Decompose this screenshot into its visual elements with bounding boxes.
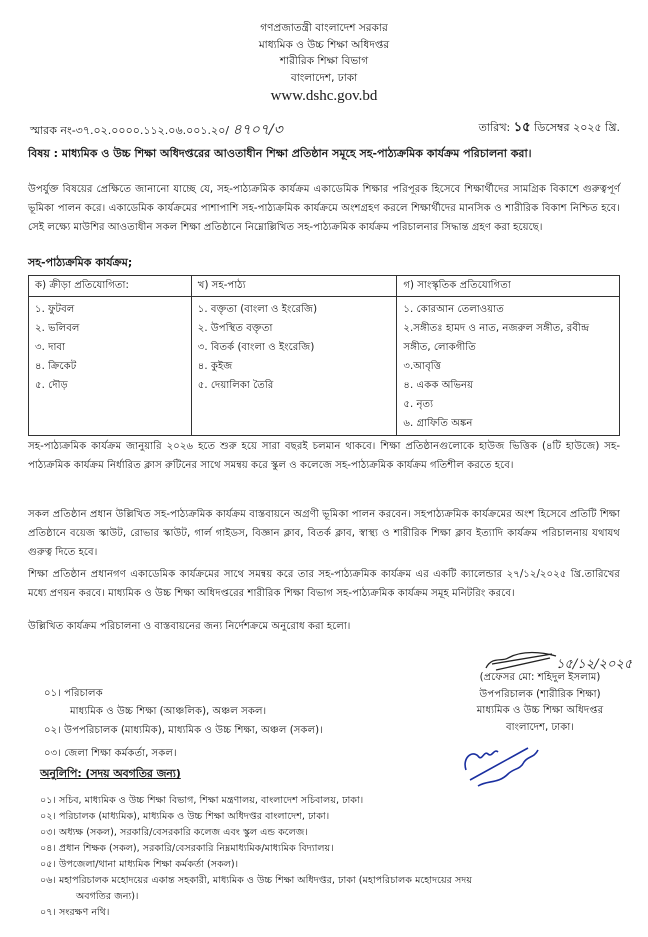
- distribution-item: [44, 746, 177, 762]
- list-item: ১. ফুটবল: [35, 304, 75, 315]
- signatory-designation: উপপরিচালক (শারীরিক শিক্ষা): [479, 688, 601, 700]
- memo-number: [30, 118, 283, 142]
- sports-list: [29, 297, 192, 436]
- list-item: ৬. গ্রাফিতি অঙ্কন: [403, 418, 473, 429]
- programs-table: [28, 275, 620, 436]
- copy-to-title: অনুলিপি: (সদয় অবগতির জন্য): [40, 767, 181, 780]
- item-text: পরিচালক: [64, 688, 103, 699]
- list-item: ১. কোরআন তেলাওয়াত: [403, 304, 504, 315]
- department-name: শারীরিক শিক্ষা বিভাগ: [279, 55, 369, 67]
- item-number: ০২।: [44, 725, 61, 736]
- calendar-paragraph: শিক্ষা প্রতিষ্ঠান প্রধানগণ একাডেমিক কার্যক্রমের সাথে সমন্বয় করে তার সহ-পাঠ্যক্রমিক কার্যক্রম এর একটি ক্যালেন্ডার ২৭/১২/২০২৫ খ্রি.তারিখের মধ্যে প্রণয়ন করবে। মাধ্যমিক ও উচ্চ শিক্ষা অধিদপ্তরের শারীরিক শিক্ষা বিভাগ সহ-পাঠ্যক্রমিক কার্যক্রম সমূহ মনিটরিং করবে।: [28, 569, 620, 599]
- table-header-row: [29, 276, 620, 297]
- copy-item: ০৫। উপজেলা/থানা মাধ্যমিক শিক্ষা কর্মকর্তা (সকল)।: [40, 859, 239, 870]
- list-item: ৩. বিতর্ক (বাংলা ও ইংরেজি): [197, 342, 315, 353]
- signatory-name: (প্রফেসর মো: শহিদুল ইসলাম): [479, 672, 601, 683]
- signatory-location: বাংলাদেশ, ঢাকা।: [506, 721, 574, 733]
- copy-item: ০৩। অধ্যক্ষ (সকল), সরকারি/বেসরকারি কলেজ এবং স্কুল এন্ড কলেজ।: [40, 827, 308, 838]
- item-number: ০১।: [44, 688, 61, 699]
- list-item: ৩.আবৃত্তি: [403, 361, 441, 372]
- memo-date: [479, 118, 620, 139]
- copy-item: ০১। সচিব, মাধ্যমিক ও উচ্চ শিক্ষা বিভাগ, শিক্ষা মন্ত্রণালয়, বাংলাদেশ সচিবালয়, ঢাকা।: [40, 795, 364, 806]
- memo-number-label: স্মারক নং-৩৭.০২.০০০০.১১২.০৬.০০১.২০/: [30, 124, 230, 137]
- directorate-name: মাধ্যমিক ও উচ্চ শিক্ষা অধিদপ্তর: [258, 38, 390, 51]
- letterhead: [0, 20, 648, 105]
- list-item: ১. বক্তৃতা (বাংলা ও ইংরেজি): [197, 304, 318, 315]
- copy-item-continuation: অবগতির জন্য)।: [76, 891, 139, 902]
- column-header-cultural: গ) সাংস্কৃতিক প্রতিযোগিতা: [397, 276, 620, 297]
- date-label: তারিখ:: [478, 121, 511, 134]
- blue-initial-signature: [458, 740, 558, 790]
- co-curricular-list: [191, 297, 397, 436]
- distribution-item: [44, 723, 323, 739]
- subject-line: বিষয় : মাধ্যমিক ও উচ্চ শিক্ষা অধিদপ্তরের আওতাধীন শিক্ষা প্রতিষ্ঠান সমূহে সহ-পাঠ্যক্রমিক কার্যক্রম পরিচালনা করা।: [28, 147, 532, 160]
- list-item: ৫. নৃত্য: [403, 399, 434, 410]
- heads-paragraph: সকল প্রতিষ্ঠান প্রধান উল্লিখিত সহ-পাঠ্যক্রমিক কার্যক্রম বাস্তবায়নে অগ্রণী ভূমিকা পালন করবেন। সহপাঠ্যক্রমিক কার্যক্রমের অংশ হিসেবে প্রতিটি শিক্ষা প্রতিষ্ঠানে বয়েজ স্কাউট, রোভার স্কাউট, গার্ল গাইডস, বিজ্ঞান ক্লাব, বিতর্ক ক্লাব, স্বাস্থ্য ও শারীরিক শিক্ষা ক্লাব ইত্যাদি কার্যক্রম পরিচালনায় যথাযথ গুরুত্ব দিতে হবে।: [28, 509, 620, 558]
- government-name: গণপ্রজাতন্ত্রী বাংলাদেশ সরকার: [260, 22, 388, 34]
- copy-item: ০২। পরিচালক (মাধ্যমিক), মাধ্যমিক ও উচ্চ শিক্ষা অধিদপ্তর বাংলাদেশ, ঢাকা।: [40, 811, 330, 822]
- list-item: ৪. একক অভিনয়: [403, 380, 474, 391]
- list-item: ৫. দৌড়: [35, 380, 68, 391]
- memo-row: [30, 116, 620, 138]
- website-link[interactable]: www.dshc.gov.bd: [270, 88, 378, 104]
- list-item: ৪. কুইজ: [197, 361, 233, 372]
- list-item: ২. ভলিবল: [35, 323, 80, 334]
- signature-stroke: [486, 653, 556, 671]
- schedule-paragraph: সহ-পাঠ্যক্রমিক কার্যক্রম জানুয়ারি ২০২৬ হতে শুরু হয়ে সারা বছরই চলমান থাকবে। শিক্ষা প্রতিষ্ঠানগুলোকে হাউজ ভিত্তিক (৪টি হাউজে) সহ-পাঠ্যক্রমিক কার্যক্রম নির্ধারিত ক্লাস রুটিনের সাথে সমন্বয় করে স্কুল ও কলেজে সহ-পাঠ্যক্রমিক কার্যক্রম গতিশীল করতে হবে।: [28, 441, 620, 471]
- column-header-sports: ক) ক্রীড়া প্রতিযোগিতা:: [29, 276, 192, 297]
- list-item: ৪. ক্রিকেট: [35, 361, 77, 372]
- item-text: উপপরিচালক (মাধ্যমিক), মাধ্যমিক ও উচ্চ শিক্ষা, অঞ্চল (সকল)।: [64, 725, 323, 736]
- list-item: ২.সঙ্গীতঃ হামদ ও নাত, নজরুল সঙ্গীত, রবীন্দ্র সঙ্গীত, লোকগীতি: [403, 323, 590, 353]
- date-day: ১৫: [513, 120, 531, 135]
- copy-item: ০৪। প্রধান শিক্ষক (সকল), সরকারি/বেসরকারি নিম্নমাধ্যমিক/মাধ্যমিক বিদ্যালয়।: [40, 843, 334, 854]
- signatory-office: মাধ্যমিক ও উচ্চ শিক্ষা অধিদপ্তর: [476, 705, 604, 716]
- initial-stroke: [465, 748, 538, 786]
- distribution-item: [44, 686, 103, 702]
- list-item: ৫. দেয়ালিকা তৈরি: [197, 380, 274, 391]
- list-item: ২. উপস্থিত বক্তৃতা: [197, 323, 273, 334]
- distribution-item-continuation: মাধ্যমিক ও উচ্চ শিক্ষা (আঞ্চলিক), অঞ্চল সকল।: [70, 706, 267, 717]
- column-header-co-curricular: খ) সহ-পাঠ্য: [191, 276, 397, 297]
- copy-item: ০৭। সংরক্ষণ নথি।: [40, 907, 110, 918]
- cultural-list: [397, 297, 620, 436]
- signature-date: ১৫/১২/২০২৫: [556, 657, 632, 672]
- item-text: জেলা শিক্ষা কর্মকর্তা, সকল।: [64, 748, 177, 759]
- copy-item: ০৬। মহাপরিচালক মহোদয়ের একান্ত সহকারী, মাধ্যমিক ও উচ্চ শিক্ষা অধিদপ্তর, ঢাকা (মহাপরিচালক মহোদয়ের সদয়: [40, 875, 472, 886]
- table-row: [29, 297, 620, 436]
- section-title: সহ-পাঠ্যক্রমিক কার্যক্রম;: [28, 256, 133, 269]
- intro-paragraph: উপর্যুক্ত বিষয়ের প্রেক্ষিতে জানানো যাচ্ছে যে, সহ-পাঠ্যক্রমিক কার্যক্রম একাডেমিক শিক্ষার পরিপূরক হিসেবে শিক্ষার্থীদের সামগ্রিক বিকাশে গুরুত্বপূর্ণ ভূমিকা পালন করে। একাডেমিক কার্যক্রমের পাশাপাশি সহ-পাঠ্যক্রমিক কার্যক্রমে অংশগ্রহণ করলে শিক্ষার্থীদের মানসিক ও শারীরিক বিকাশ নিশ্চিত হবে। সেই লক্ষ্যে মাউশির আওতাধীন সকল শিক্ষা প্রতিষ্ঠানে নিম্নোল্লিখিত সহ-পাঠ্যক্রমিক কার্যক্রম পরিচালনার সিদ্ধান্ত গ্রহণ করা হয়েছে।: [28, 184, 620, 233]
- memo-number-handwritten: ৪৭০৭/৩: [232, 122, 283, 138]
- copy-to-list: [40, 793, 620, 921]
- address: বাংলাদেশ, ঢাকা: [290, 71, 358, 84]
- list-item: ৩. দাবা: [35, 342, 66, 353]
- request-paragraph: উল্লিখিত কার্যক্রম পরিচালনা ও বাস্তবায়নের জন্য নির্দেশক্রমে অনুরোধ করা হলো।: [28, 621, 351, 632]
- item-number: ০৩।: [44, 748, 61, 759]
- signatory-block: [440, 670, 640, 736]
- date-month-year: ডিসেম্বর ২০২৫ খ্রি.: [534, 121, 620, 134]
